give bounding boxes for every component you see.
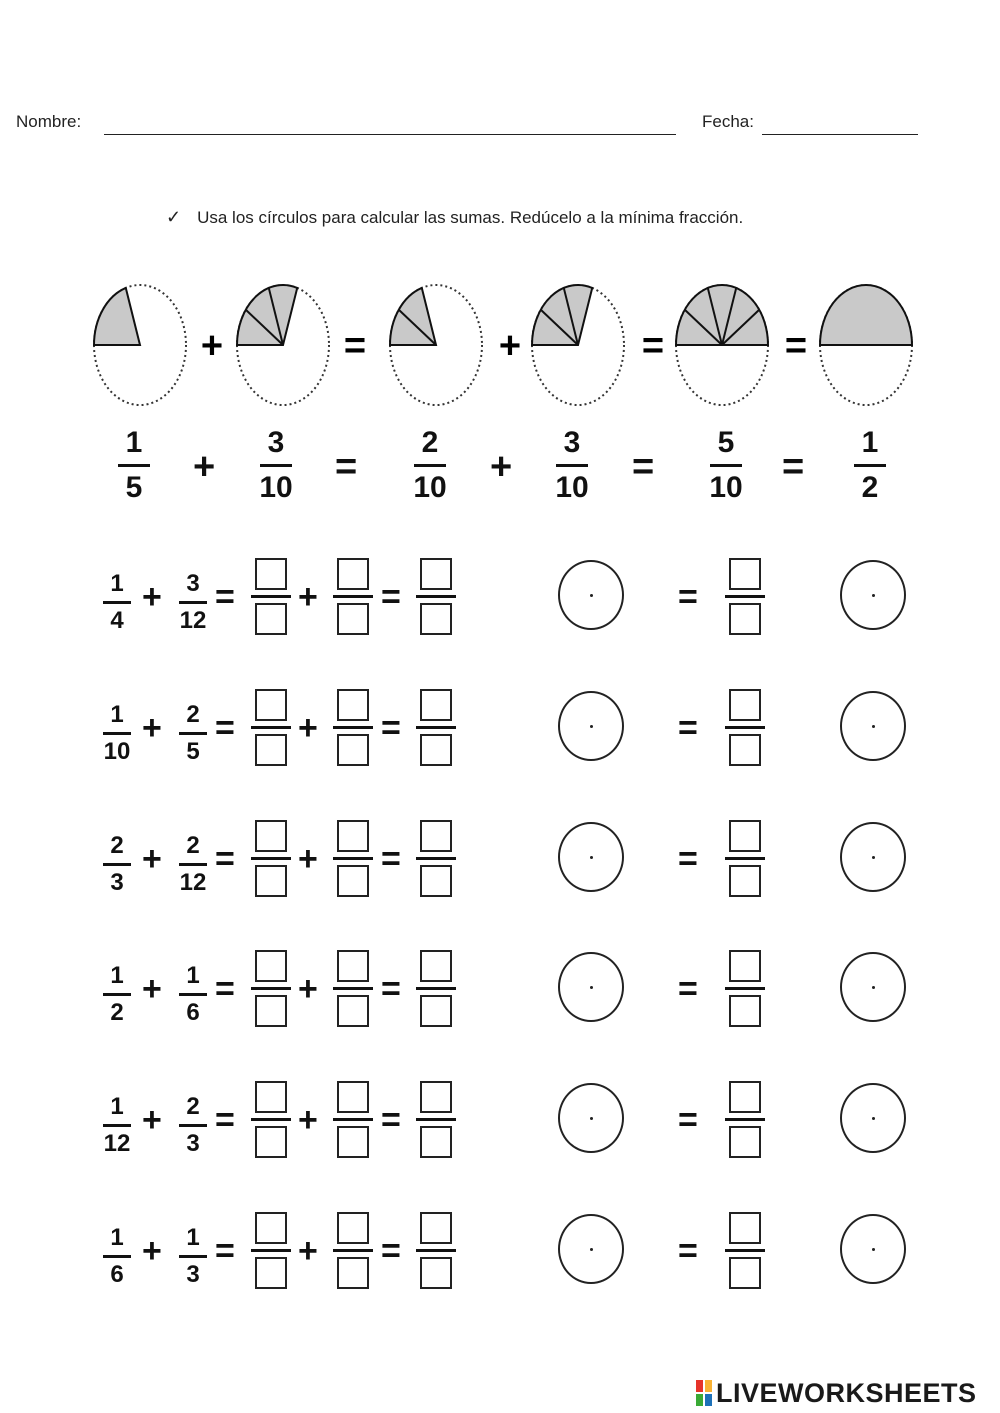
plus-sign: + — [298, 1232, 318, 1270]
numerator-answer-box[interactable] — [420, 689, 452, 721]
numerator-answer-box[interactable] — [255, 950, 287, 982]
plus-sign: + — [298, 709, 318, 747]
fraction-bar — [416, 1249, 456, 1252]
fraction-bar — [103, 993, 131, 996]
answer-fraction-sum — [414, 820, 458, 897]
fraction-bar — [260, 464, 292, 467]
drawing-circle-simplified[interactable] — [840, 822, 906, 892]
fraction-bar — [103, 601, 131, 604]
answer-fraction-1 — [249, 950, 293, 1027]
fraction-bar — [179, 1255, 207, 1258]
equals-sign: = — [678, 840, 698, 878]
center-dot — [872, 725, 875, 728]
equals-sign: = — [678, 709, 698, 747]
center-dot — [590, 1248, 593, 1251]
fraction-bar — [710, 464, 742, 467]
numerator-answer-box[interactable] — [337, 1081, 369, 1113]
equals-sign: = — [678, 578, 698, 616]
denominator-answer-box[interactable] — [420, 995, 452, 1027]
fraction-bar — [333, 1118, 373, 1121]
equals-sign: = — [215, 709, 235, 747]
equals-sign: = — [381, 840, 401, 878]
check-icon: ✓ — [166, 207, 182, 227]
equals-sign: = — [782, 446, 805, 488]
fraction-bar — [103, 863, 131, 866]
denominator: 10 — [555, 471, 589, 504]
denominator-answer-box[interactable] — [729, 865, 761, 897]
fraction-bar — [333, 987, 373, 990]
denominator-answer-box[interactable] — [337, 1126, 369, 1158]
logo-text: LIVEWORKSHEETS — [716, 1377, 977, 1408]
fraction-bar — [251, 987, 291, 990]
denominator: 5 — [125, 471, 143, 504]
drawing-circle-sum[interactable] — [558, 1214, 624, 1284]
equals-sign: = — [335, 446, 358, 488]
center-dot — [590, 986, 593, 989]
fraction-bar — [179, 732, 207, 735]
answer-fraction-1 — [249, 820, 293, 897]
drawing-circle-sum[interactable] — [558, 1083, 624, 1153]
date-field[interactable] — [762, 134, 918, 135]
fraction-bar — [416, 987, 456, 990]
shaded-sector — [390, 288, 436, 345]
logo-tile — [705, 1380, 712, 1392]
answer-fraction-2 — [331, 558, 375, 635]
denominator: 10 — [103, 737, 131, 765]
numerator: 1 — [110, 1093, 124, 1120]
addend-fraction-2 — [173, 703, 213, 764]
answer-fraction-2 — [331, 689, 375, 766]
equals-sign: = — [678, 1232, 698, 1270]
fraction-bar — [251, 857, 291, 860]
addend-fraction-1 — [97, 703, 137, 764]
numerator-answer-box[interactable] — [255, 1212, 287, 1244]
denominator-answer-box[interactable] — [420, 865, 452, 897]
denominator: 2 — [110, 998, 124, 1026]
denominator-answer-box[interactable] — [255, 865, 287, 897]
center-dot — [872, 1248, 875, 1251]
shaded-sector — [94, 288, 140, 345]
equals-sign: = — [381, 970, 401, 1008]
drawing-circle-simplified[interactable] — [840, 952, 906, 1022]
equals-sign: = — [381, 1232, 401, 1270]
problem-row — [0, 697, 1000, 797]
fraction-bar — [251, 1249, 291, 1252]
denominator-answer-box[interactable] — [337, 995, 369, 1027]
fraction-bar — [103, 732, 131, 735]
example-fraction — [840, 428, 900, 503]
name-field[interactable] — [104, 134, 676, 135]
shaded-sector — [237, 285, 297, 345]
denominator-answer-box[interactable] — [729, 995, 761, 1027]
numerator-answer-box[interactable] — [729, 820, 761, 852]
answer-fraction-2 — [331, 1081, 375, 1158]
answer-fraction-1 — [249, 1212, 293, 1289]
drawing-circle-sum[interactable] — [558, 822, 624, 892]
drawing-circle-sum[interactable] — [558, 691, 624, 761]
fraction-bar — [251, 726, 291, 729]
equals-sign: = — [215, 1232, 235, 1270]
logo-icon — [696, 1380, 712, 1406]
example-circles — [0, 270, 1000, 420]
plus-sign: + — [298, 970, 318, 1008]
plus-sign: + — [193, 446, 216, 488]
liveworksheets-logo — [696, 1376, 977, 1410]
numerator-answer-box[interactable] — [729, 1081, 761, 1113]
denominator: 6 — [186, 998, 200, 1026]
fraction-bar — [251, 1118, 291, 1121]
numerator-answer-box[interactable] — [420, 1081, 452, 1113]
numerator: 1 — [110, 962, 124, 989]
equals-sign: = — [343, 325, 367, 367]
numerator: 2 — [186, 1093, 200, 1120]
numerator-answer-box[interactable] — [337, 1212, 369, 1244]
numerator-answer-box[interactable] — [337, 950, 369, 982]
numerator: 1 — [110, 701, 124, 728]
example-fraction — [400, 428, 460, 503]
numerator-answer-box[interactable] — [255, 689, 287, 721]
equals-sign: = — [215, 578, 235, 616]
drawing-circle-simplified[interactable] — [840, 1083, 906, 1153]
example-fraction — [542, 428, 602, 503]
fraction-bar — [416, 726, 456, 729]
fraction-bar — [251, 595, 291, 598]
denominator: 10 — [709, 471, 743, 504]
equals-sign: = — [632, 446, 655, 488]
example-fraction — [104, 428, 164, 503]
equals-sign: = — [678, 1101, 698, 1139]
problem-row — [0, 1089, 1000, 1189]
date-label: Fecha: — [702, 112, 754, 131]
numerator-answer-box[interactable] — [729, 950, 761, 982]
fraction-bar — [333, 726, 373, 729]
drawing-circle-sum[interactable] — [558, 560, 624, 630]
fraction-bar — [416, 595, 456, 598]
fraction-bar — [416, 1118, 456, 1121]
fraction-bar — [556, 464, 588, 467]
numerator: 2 — [110, 832, 124, 859]
fraction-bar — [333, 595, 373, 598]
fraction-bar — [725, 1118, 765, 1121]
equals-sign: = — [215, 1101, 235, 1139]
fraction-bar — [179, 863, 207, 866]
answer-fraction-sum — [414, 950, 458, 1027]
denominator: 10 — [413, 471, 447, 504]
numerator: 3 — [186, 570, 200, 597]
denominator-answer-box[interactable] — [420, 1126, 452, 1158]
denominator-answer-box[interactable] — [255, 1257, 287, 1289]
numerator: 1 — [186, 1224, 200, 1251]
fraction-bar — [854, 464, 886, 467]
center-dot — [872, 594, 875, 597]
numerator: 2 — [421, 426, 439, 459]
answer-fraction-simplified — [723, 1081, 767, 1158]
fraction-bar — [725, 726, 765, 729]
fraction-bar — [179, 993, 207, 996]
answer-fraction-simplified — [723, 820, 767, 897]
denominator: 12 — [103, 1129, 131, 1157]
numerator: 3 — [563, 426, 581, 459]
denominator-answer-box[interactable] — [255, 1126, 287, 1158]
numerator-answer-box[interactable] — [255, 1081, 287, 1113]
denominator-answer-box[interactable] — [420, 734, 452, 766]
equals-sign: = — [641, 325, 665, 367]
numerator: 1 — [110, 570, 124, 597]
fraction-bar — [333, 1249, 373, 1252]
denominator-answer-box[interactable] — [729, 603, 761, 635]
numerator-answer-box[interactable] — [255, 820, 287, 852]
denominator-answer-box[interactable] — [337, 734, 369, 766]
addend-fraction-1 — [97, 964, 137, 1025]
denominator-answer-box[interactable] — [729, 1126, 761, 1158]
numerator: 3 — [267, 426, 285, 459]
center-dot — [590, 594, 593, 597]
denominator: 6 — [110, 1260, 124, 1288]
fraction-bar — [118, 464, 150, 467]
addend-fraction-2 — [173, 834, 213, 895]
fraction-bar — [333, 857, 373, 860]
plus-sign: + — [142, 709, 162, 747]
center-dot — [872, 856, 875, 859]
drawing-circle-simplified[interactable] — [840, 560, 906, 630]
instruction-text: Usa los círculos para calcular las sumas. Redúcelo a la mínima fracción. — [197, 208, 744, 227]
equals-sign: = — [678, 970, 698, 1008]
numerator-answer-box[interactable] — [729, 1212, 761, 1244]
equals-sign: = — [215, 840, 235, 878]
center-dot — [590, 1117, 593, 1120]
numerator: 1 — [861, 426, 879, 459]
numerator-answer-box[interactable] — [420, 950, 452, 982]
example-circle-6 — [820, 285, 912, 405]
denominator-answer-box[interactable] — [337, 603, 369, 635]
instruction — [166, 207, 743, 228]
fraction-bar — [103, 1124, 131, 1127]
numerator-answer-box[interactable] — [420, 558, 452, 590]
logo-tile — [696, 1394, 703, 1406]
numerator-answer-box[interactable] — [420, 820, 452, 852]
problem-row — [0, 958, 1000, 1058]
example-circle-4 — [532, 285, 624, 405]
denominator: 3 — [186, 1260, 200, 1288]
addend-fraction-2 — [173, 964, 213, 1025]
plus-sign: + — [490, 446, 513, 488]
fraction-bar — [725, 987, 765, 990]
plus-sign: + — [298, 840, 318, 878]
fraction-bar — [725, 595, 765, 598]
denominator-answer-box[interactable] — [729, 734, 761, 766]
plus-sign: + — [142, 1101, 162, 1139]
answer-fraction-2 — [331, 950, 375, 1027]
denominator-answer-box[interactable] — [255, 734, 287, 766]
addend-fraction-2 — [173, 572, 213, 633]
fraction-bar — [103, 1255, 131, 1258]
example-circle-3 — [390, 285, 482, 405]
plus-sign: + — [498, 325, 522, 367]
plus-sign: + — [298, 1101, 318, 1139]
example-circle-2 — [237, 285, 329, 405]
problem-row — [0, 566, 1000, 666]
answer-fraction-simplified — [723, 950, 767, 1027]
problem-row — [0, 1220, 1000, 1320]
header — [16, 112, 916, 142]
numerator: 2 — [186, 701, 200, 728]
fraction-bar — [414, 464, 446, 467]
numerator-answer-box[interactable] — [337, 820, 369, 852]
numerator: 1 — [110, 1224, 124, 1251]
answer-fraction-simplified — [723, 1212, 767, 1289]
answer-fraction-sum — [414, 1212, 458, 1289]
equals-sign: = — [784, 325, 808, 367]
numerator: 1 — [186, 962, 200, 989]
shaded-sector — [820, 285, 912, 345]
denominator-answer-box[interactable] — [255, 995, 287, 1027]
fraction-bar — [179, 601, 207, 604]
problem-row — [0, 828, 1000, 928]
denominator-answer-box[interactable] — [729, 1257, 761, 1289]
example-circle-5 — [676, 285, 768, 405]
example-fraction — [696, 428, 756, 503]
plus-sign: + — [200, 325, 224, 367]
denominator-answer-box[interactable] — [420, 603, 452, 635]
center-dot — [590, 725, 593, 728]
numerator: 1 — [125, 426, 143, 459]
plus-sign: + — [142, 1232, 162, 1270]
plus-sign: + — [298, 578, 318, 616]
addend-fraction-1 — [97, 1095, 137, 1156]
fraction-bar — [725, 857, 765, 860]
denominator-answer-box[interactable] — [337, 1257, 369, 1289]
plus-sign: + — [142, 970, 162, 1008]
equals-sign: = — [215, 970, 235, 1008]
answer-fraction-simplified — [723, 558, 767, 635]
example-circle-1 — [94, 285, 186, 405]
denominator-answer-box[interactable] — [337, 865, 369, 897]
denominator: 4 — [110, 606, 124, 634]
denominator: 12 — [179, 868, 207, 896]
answer-fraction-sum — [414, 558, 458, 635]
numerator: 5 — [717, 426, 735, 459]
plus-sign: + — [142, 840, 162, 878]
center-dot — [590, 856, 593, 859]
numerator-answer-box[interactable] — [420, 1212, 452, 1244]
denominator: 3 — [186, 1129, 200, 1157]
drawing-circle-simplified[interactable] — [840, 1214, 906, 1284]
answer-fraction-2 — [331, 1212, 375, 1289]
numerator-answer-box[interactable] — [729, 558, 761, 590]
numerator-answer-box[interactable] — [337, 558, 369, 590]
numerator-answer-box[interactable] — [255, 558, 287, 590]
answer-fraction-sum — [414, 689, 458, 766]
shaded-sector — [532, 285, 592, 345]
addend-fraction-2 — [173, 1226, 213, 1287]
numerator: 2 — [186, 832, 200, 859]
fraction-bar — [725, 1249, 765, 1252]
logo-tile — [696, 1380, 703, 1392]
denominator: 10 — [259, 471, 293, 504]
drawing-circle-sum[interactable] — [558, 952, 624, 1022]
center-dot — [872, 986, 875, 989]
equals-sign: = — [381, 709, 401, 747]
denominator: 12 — [179, 606, 207, 634]
addend-fraction-1 — [97, 572, 137, 633]
drawing-circle-simplified[interactable] — [840, 691, 906, 761]
addend-fraction-1 — [97, 834, 137, 895]
fraction-bar — [416, 857, 456, 860]
name-label: Nombre: — [16, 112, 82, 131]
equals-sign: = — [381, 1101, 401, 1139]
answer-fraction-1 — [249, 689, 293, 766]
example-fraction — [246, 428, 306, 503]
logo-tile — [705, 1394, 712, 1406]
denominator: 3 — [110, 868, 124, 896]
answer-fraction-2 — [331, 820, 375, 897]
addend-fraction-1 — [97, 1226, 137, 1287]
fraction-bar — [179, 1124, 207, 1127]
numerator-answer-box[interactable] — [729, 689, 761, 721]
plus-sign: + — [142, 578, 162, 616]
denominator: 5 — [186, 737, 200, 765]
denominator: 2 — [861, 471, 879, 504]
answer-fraction-1 — [249, 1081, 293, 1158]
addend-fraction-2 — [173, 1095, 213, 1156]
denominator-answer-box[interactable] — [420, 1257, 452, 1289]
answer-fraction-1 — [249, 558, 293, 635]
equals-sign: = — [381, 578, 401, 616]
denominator-answer-box[interactable] — [255, 603, 287, 635]
answer-fraction-simplified — [723, 689, 767, 766]
center-dot — [872, 1117, 875, 1120]
answer-fraction-sum — [414, 1081, 458, 1158]
numerator-answer-box[interactable] — [337, 689, 369, 721]
